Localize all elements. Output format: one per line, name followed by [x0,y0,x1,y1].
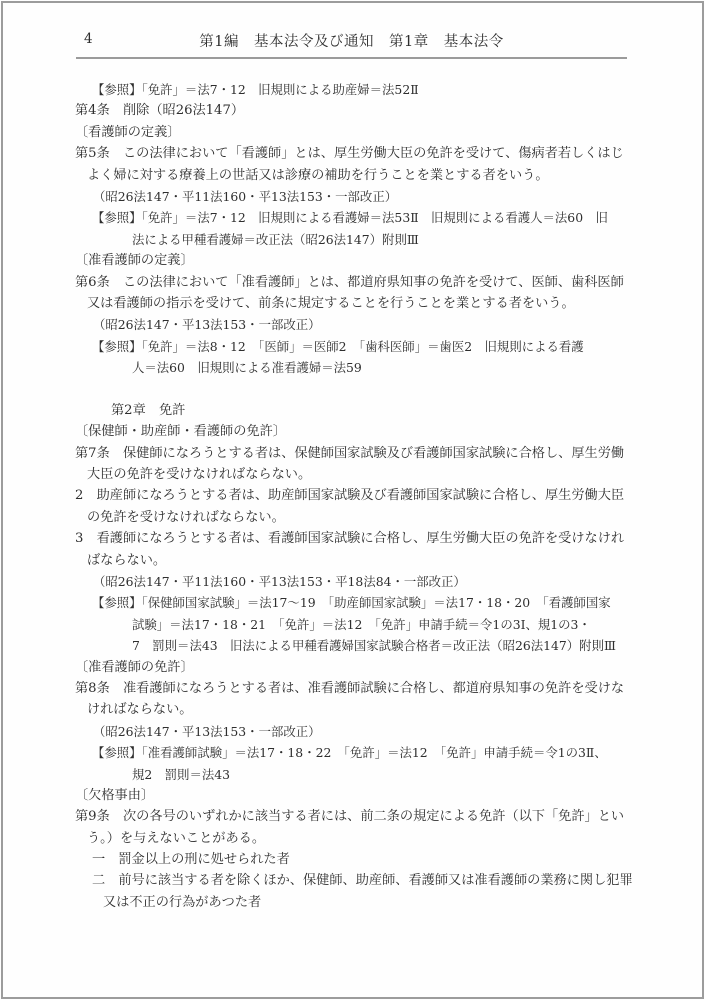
blank-line [75,378,635,399]
reference-note: 法による甲種看護婦＝改正法（昭26法147）附則Ⅲ [132,231,419,247]
section-heading: 〔欠格事由〕 [75,787,155,803]
article-text-line: 又は看護師の指示を受けて、前条に規定することを行うことを業とする者をいう。 [87,295,575,311]
page-number: 4 [84,31,93,47]
list-item: 二 前号に該当する者を除くほか、保健師、助産師、看護師又は准看護師の業務に関し犯罪 [92,873,633,889]
article-text-line: 第4条 削除（昭26法147） [75,103,245,119]
chapter-heading: 第2章 免許 [111,402,186,418]
reference-note: 【参照】「免許」＝法7・12 旧規則による助産婦＝法52Ⅱ [92,82,419,97]
section-heading: 〔准看護師の免許〕 [75,659,194,675]
article-text-line: 第6条 この法律において「准看護師」とは、都道府県知事の免許を受けて、医師、歯科医師 [75,274,624,290]
reference-note: 試験」＝法17・18・21 「免許」＝法12 「免許」申請手続＝令1の3Ⅰ、規1の3・ [132,616,591,632]
list-item: 又は不正の行為があつた者 [103,894,262,910]
article-text-line: 2 助産師になろうとする者は、助産師国家試験及び看護師国家試験に合格し、厚生労働大臣 [75,488,625,504]
article-text-line: 第9条 次の各号のいずれかに該当する者には、前二条の規定による免許（以下「免許」とい [75,809,625,825]
article-text-line: う。）を与えないことがある。 [87,830,266,846]
reference-note: 7 罰則＝法43 旧法による甲種看護婦国家試験合格者＝改正法（昭26法147）附則Ⅲ [132,638,616,654]
article-text-line: ければならない。 [87,702,193,718]
amendment-note: （昭26法147・平13法153・一部改正） [93,317,321,333]
reference-note: 規2 罰則＝法43 [132,766,230,782]
running-header-title: 第1編 基本法令及び通知 第1章 基本法令 [199,34,504,50]
document-body [75,79,635,913]
section-heading: 〔保健師・助産師・看護師の免許〕 [75,424,286,440]
section-heading: 〔准看護師の定義〕 [75,253,194,269]
amendment-note: （昭26法147・平11法160・平13法153・平18法84・一部改正） [93,573,466,589]
article-text-line: 大臣の免許を受けなければならない。 [87,467,312,483]
list-item: 一 罰金以上の刑に処せられた者 [92,852,290,868]
article-text-line: 第7条 保健師になろうとする者は、保健師国家試験及び看護師国家試験に合格し、厚生労働 [75,445,625,461]
article-text-line: 第8条 准看護師になろうとする者は、准看護師試験に合格し、都道府県知事の免許を受けな [75,680,625,696]
article-text-line: ばならない。 [87,552,167,568]
reference-note: 【参照】「保健師国家試験」＝法17～19 「助産師国家試験」＝法17・18・20 「看護師国家 [92,595,611,611]
article-text-line: 3 看護師になろうとする者は、看護師国家試験に合格し、厚生労働大臣の免許を受けなけれ [75,531,625,547]
reference-note: 【参照】「免許」＝法8・12 「医師」＝医師2 「歯科医師」＝歯医2 旧規則による看護 [92,338,584,354]
reference-note: 【参照】「准看護師試験」＝法17・18・22 「免許」＝法12 「免許」申請手続＝令1の3Ⅱ、 [92,745,607,761]
article-text-line: よく婦に対する療養上の世話又は診療の補助を行うことを業とする者をいう。 [87,167,549,183]
section-heading: 〔看護師の定義〕 [75,124,181,140]
amendment-note: （昭26法147・平11法160・平13法153・一部改正） [93,188,398,204]
header-rule [76,57,627,59]
amendment-note: （昭26法147・平13法153・一部改正） [93,723,321,739]
reference-note: 【参照】「免許」＝法7・12 旧規則による看護婦＝法53Ⅱ 旧規則による看護人＝法60 旧 [92,210,608,226]
article-text-line: の免許を受けなければならない。 [87,509,285,525]
article-text-line: 第5条 この法律において「看護師」とは、厚生労働大臣の免許を受けて、傷病者若しくはじ [75,146,624,162]
reference-note: 人＝法60 旧規則による准看護婦＝法59 [132,360,362,376]
